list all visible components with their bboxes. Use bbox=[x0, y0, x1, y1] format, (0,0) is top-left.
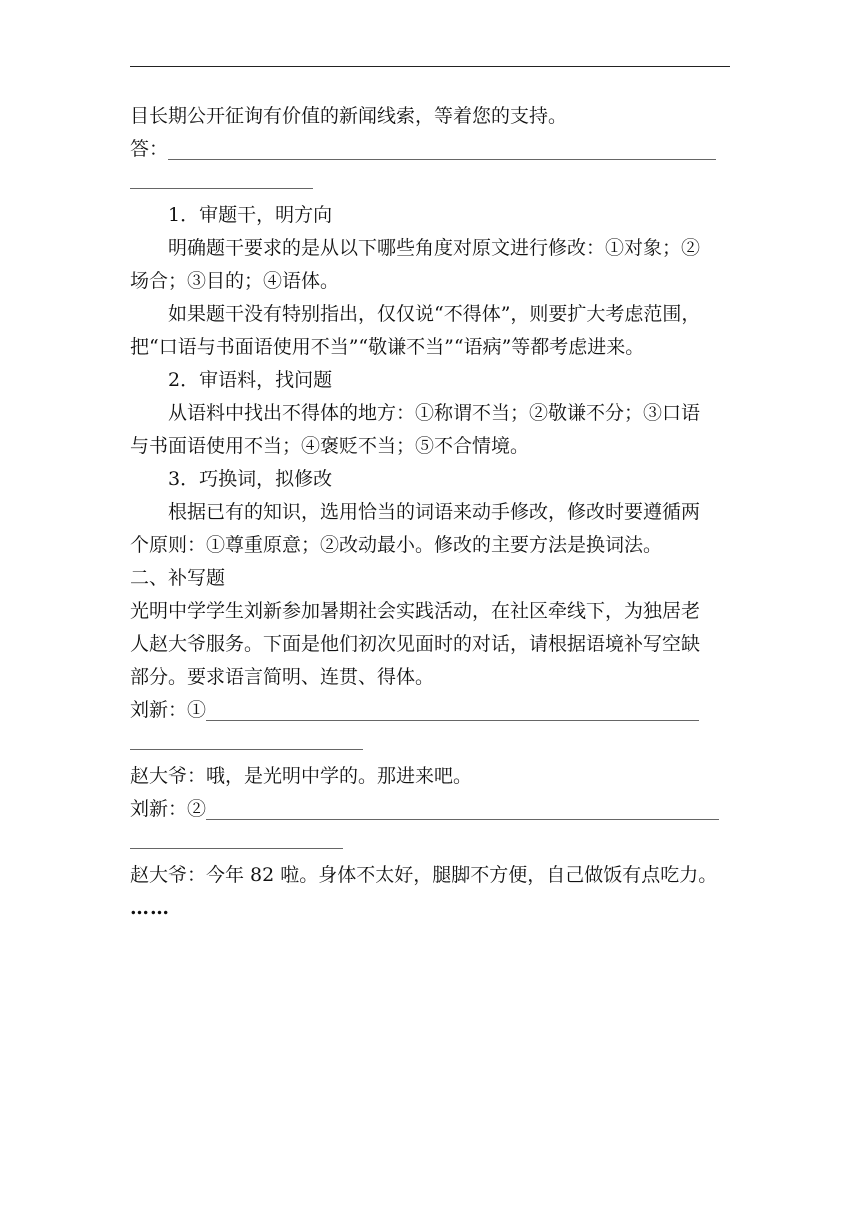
ellipsis-text: …… bbox=[130, 897, 170, 919]
answer-blank-continued[interactable] bbox=[130, 166, 313, 189]
dialogue-line-1 bbox=[130, 694, 735, 727]
header-rule bbox=[130, 66, 730, 67]
tip-heading-1: 1．审题干，明方向 bbox=[168, 204, 333, 226]
blank-2[interactable] bbox=[206, 797, 719, 820]
tip-heading-2: 2．审语料，找问题 bbox=[168, 369, 333, 391]
blank-1-continued[interactable] bbox=[130, 727, 363, 750]
tip-paragraph-4a: 根据已有的知识，选用恰当的词语来动手修改，修改时要遵循两 bbox=[168, 501, 701, 523]
answer-line bbox=[130, 133, 735, 166]
question-text-2: 人赵大爷服务。下面是他们初次见面时的对话，请根据语境补写空缺 bbox=[130, 633, 701, 655]
section-2-title: 二、补写题 bbox=[130, 567, 226, 589]
answer-blank[interactable] bbox=[168, 137, 716, 160]
tip-paragraph-2b: 把“口语与书面语使用不当”“敬谦不当”“语病”等都考虑进来。 bbox=[130, 336, 645, 358]
tip-paragraph-3b: 与书面语使用不当；④褒贬不当；⑤不合情境。 bbox=[130, 435, 530, 457]
dialogue-3-label: 刘新：② bbox=[130, 798, 207, 820]
tip-paragraph-1b: 场合；③目的；④语体。 bbox=[130, 270, 340, 292]
blank-1[interactable] bbox=[206, 698, 699, 721]
dialogue-line-3 bbox=[130, 793, 735, 826]
dialogue-1-label: 刘新：① bbox=[130, 699, 207, 721]
dialogue-line-4: 赵大爷：今年 82 啦。身体不太好，腿脚不方便，自己做饭有点吃力。 bbox=[130, 864, 718, 886]
dialogue-line-1-continued bbox=[130, 727, 735, 760]
tip-paragraph-2a: 如果题干没有特别指出，仅仅说“不得体”，则要扩大考虑范围， bbox=[168, 303, 701, 325]
dialogue-line-2: 赵大爷：哦，是光明中学的。那进来吧。 bbox=[130, 765, 473, 787]
question-text-3: 部分。要求语言简明、连贯、得体。 bbox=[130, 666, 435, 688]
question-text-1: 光明中学学生刘新参加暑期社会实践活动，在社区牵线下，为独居老 bbox=[130, 600, 701, 622]
tip-paragraph-4b: 个原则：①尊重原意；②改动最小。修改的主要方法是换词法。 bbox=[130, 534, 663, 556]
tip-paragraph-3a: 从语料中找出不得体的地方：①称谓不当；②敬谦不分；③口语 bbox=[168, 402, 701, 424]
document-body bbox=[130, 100, 735, 925]
answer-label: 答： bbox=[130, 138, 169, 160]
intro-tail-text: 目长期公开征询有价值的新闻线索，等着您的支持。 bbox=[130, 105, 568, 127]
answer-line-continued bbox=[130, 166, 735, 199]
blank-2-continued[interactable] bbox=[130, 826, 343, 849]
tip-heading-3: 3．巧换词，拟修改 bbox=[168, 468, 333, 490]
tip-paragraph-1a: 明确题干要求的是从以下哪些角度对原文进行修改：①对象；② bbox=[168, 237, 701, 259]
dialogue-line-3-continued bbox=[130, 826, 735, 859]
